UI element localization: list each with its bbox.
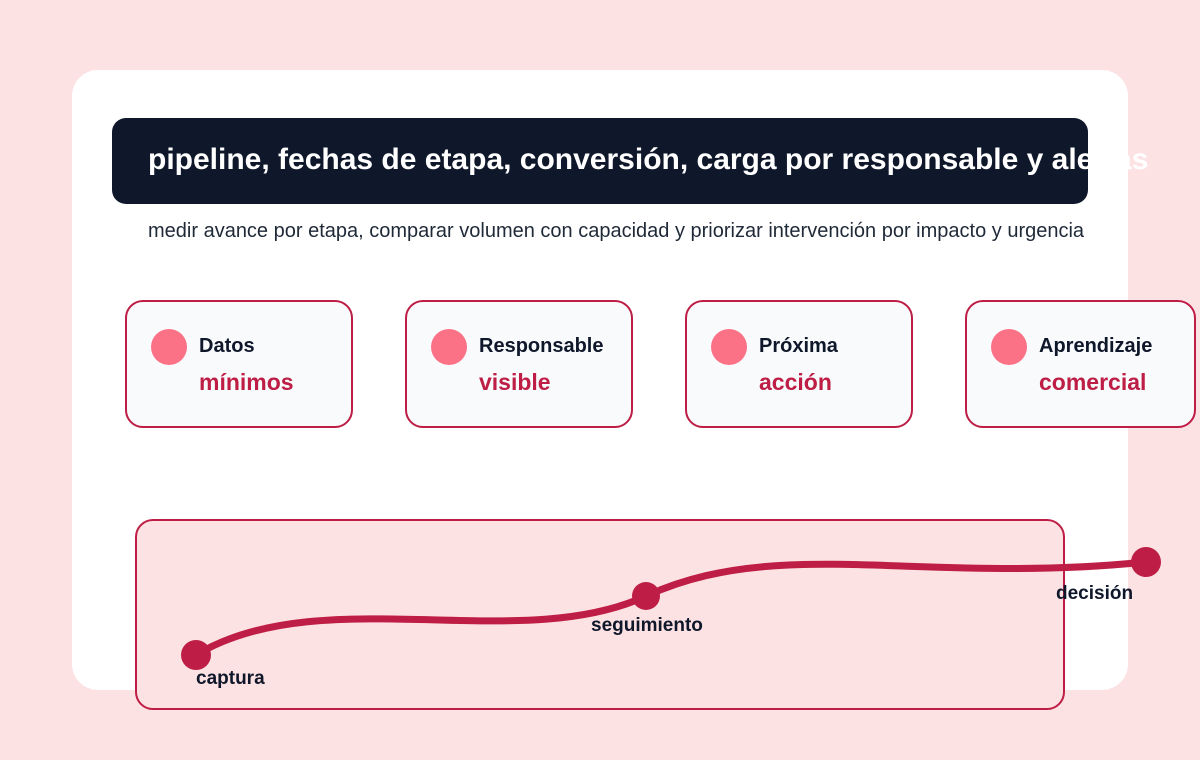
flow-node-seguimiento — [632, 582, 660, 610]
card-label: Responsable — [479, 335, 604, 357]
card-value: acción — [759, 369, 832, 395]
flow-label-decision: decisión — [1056, 583, 1134, 604]
flow-label-captura: captura — [196, 668, 265, 689]
card-value: comercial — [1039, 369, 1147, 395]
card-label: Aprendizaje — [1039, 335, 1153, 357]
flow-label-seguimiento: seguimiento — [591, 615, 703, 636]
card-value: mínimos — [199, 369, 294, 395]
card-label: Próxima — [759, 335, 838, 357]
card-label: Datos — [199, 335, 255, 357]
flow-curve — [196, 562, 1146, 655]
page-title: pipeline, fechas de etapa, conversión, carga por responsable y alertas — [148, 143, 1149, 176]
flow-node-captura — [181, 640, 211, 670]
card-value: visible — [479, 369, 551, 395]
page-subtitle: medir avance por etapa, comparar volumen con capacidad y priorizar intervención por impacto y urgencia — [148, 220, 1085, 242]
flow-node-decision — [1131, 547, 1161, 577]
